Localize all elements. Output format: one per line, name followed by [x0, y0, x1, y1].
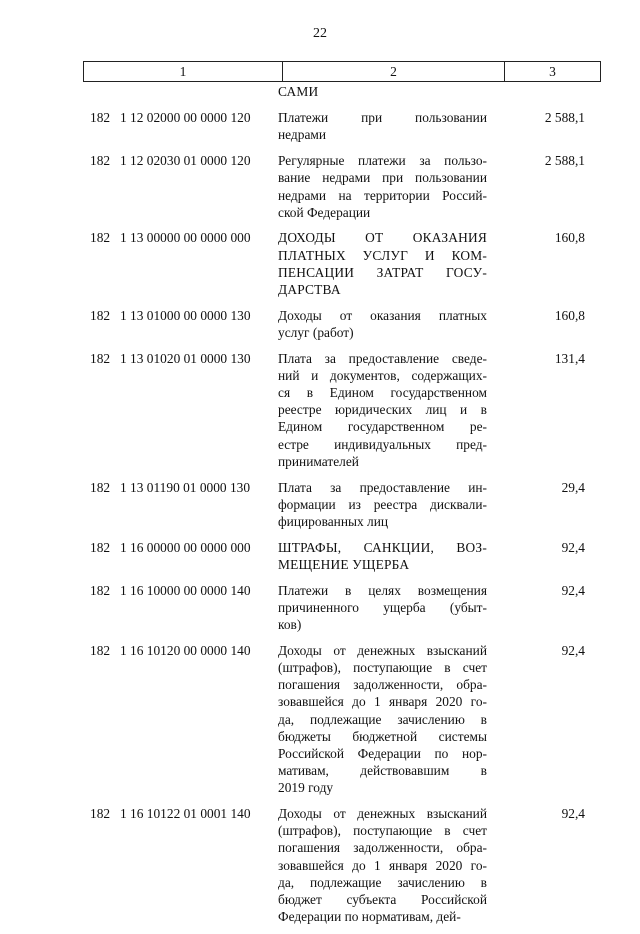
revenue-name-line: формации из реестра дисквали- [278, 496, 487, 512]
revenue-name-line: принимателей [278, 453, 359, 469]
table-row [0, 229, 640, 298]
amount-value: 2 588,1 [544, 153, 585, 169]
revenue-name [278, 539, 487, 573]
table-row [0, 307, 640, 341]
table-row [0, 805, 640, 925]
admin-code: 182 [90, 806, 111, 822]
table-row [0, 109, 640, 143]
revenue-name-line: МЕЩЕНИЕ УЩЕРБА [278, 556, 410, 572]
revenue-name-line: ШТРАФЫ, САНКЦИИ, ВОЗ- [278, 539, 487, 555]
amount-value: 92,4 [561, 806, 585, 822]
revenue-name [278, 350, 487, 470]
budget-classification-code: 1 13 01190 01 0000 130 [120, 479, 251, 495]
admin-code: 182 [90, 479, 111, 495]
admin-code: 182 [90, 307, 111, 323]
revenue-name-line: недрами на территории Россий- [278, 187, 487, 203]
revenue-name-line: да, подлежащие зачислению в [278, 711, 487, 727]
budget-classification-code: 1 16 10122 01 0001 140 [120, 806, 251, 822]
revenue-name-line: фицированных лиц [278, 513, 389, 529]
revenue-name-line: реестре юридических лиц и в [278, 402, 487, 418]
budget-classification-code: 1 13 01020 01 0000 130 [120, 350, 251, 366]
admin-code: 182 [90, 642, 111, 658]
amount-value: 2 588,1 [544, 110, 585, 126]
amount-value: 131,4 [554, 350, 585, 366]
revenue-name-line: ДАРСТВА [278, 282, 341, 298]
amount-value: 92,4 [561, 582, 585, 598]
revenue-name-line: Плата за предоставление ин- [278, 479, 487, 495]
budget-classification-code: 1 16 10120 00 0000 140 [120, 642, 251, 658]
table-row [0, 152, 640, 221]
revenue-name-line: (штрафов), поступающие в счет [278, 659, 487, 675]
header-col-1: 1 [84, 62, 283, 81]
table-body [0, 83, 640, 934]
amount-value: 29,4 [561, 479, 585, 495]
revenue-name [278, 642, 487, 797]
revenue-name-line: естре индивидуальных пред- [278, 436, 487, 452]
revenue-name-line: причиненного ущерба (убыт- [278, 599, 487, 615]
revenue-name-line: 2019 году [278, 780, 334, 796]
revenue-name-line: ков) [278, 616, 302, 632]
revenue-name-line: ПЕНСАЦИИ ЗАТРАТ ГОСУ- [278, 264, 487, 280]
budget-classification-code: 1 13 01000 00 0000 130 [120, 307, 251, 323]
table-row [0, 642, 640, 797]
budget-classification-code: 1 16 10000 00 0000 140 [120, 582, 251, 598]
revenue-name-line: да, подлежащие зачислению в [278, 874, 487, 890]
amount-value: 160,8 [554, 307, 585, 323]
revenue-name-line: недрами [278, 127, 327, 143]
amount-value: 92,4 [561, 642, 585, 658]
revenue-name [278, 229, 487, 298]
amount-value: 160,8 [554, 230, 585, 246]
revenue-name [278, 479, 487, 531]
revenue-name [278, 805, 487, 925]
revenue-name-line: мативам, действовавшим в [278, 763, 487, 779]
continuation-text: САМИ [278, 84, 319, 99]
revenue-name [278, 582, 487, 634]
revenue-name-line: услуг (работ) [278, 324, 354, 340]
revenue-name-line: Плата за предоставление сведе- [278, 350, 487, 366]
revenue-name-line: Доходы от оказания платных [278, 307, 487, 323]
revenue-name-line: погашения задолженности, обра- [278, 840, 487, 856]
admin-code: 182 [90, 350, 111, 366]
revenue-name-line: ДОХОДЫ ОТ ОКАЗАНИЯ [278, 230, 487, 246]
revenue-name-line: ся в Едином государственном [278, 385, 487, 401]
revenue-name-line: Доходы от денежных взысканий [278, 642, 487, 658]
budget-classification-code: 1 16 00000 00 0000 000 [120, 539, 251, 555]
revenue-name-line: ний и документов, содержащих- [278, 367, 487, 383]
revenue-name-line: Федерации по нормативам, дей- [278, 909, 461, 925]
admin-code: 182 [90, 153, 111, 169]
table-header [83, 61, 601, 82]
table-row [0, 582, 640, 634]
budget-classification-code: 1 12 02030 01 0000 120 [120, 153, 251, 169]
revenue-name-line: Регулярные платежи за пользо- [278, 153, 487, 169]
revenue-name-line: вание недрами при пользовании [278, 170, 487, 186]
budget-classification-code: 1 12 02000 00 0000 120 [120, 110, 251, 126]
revenue-name-line: Платежи при пользовании [278, 110, 487, 126]
revenue-name [278, 307, 487, 341]
page-number: 22 [313, 26, 327, 41]
revenue-name-line: бюджеты бюджетной системы [278, 728, 487, 744]
continuation-row [0, 83, 640, 100]
revenue-name-line: ской Федерации [278, 204, 371, 220]
admin-code: 182 [90, 582, 111, 598]
revenue-name-line: зовавшейся до 1 января 2020 го- [278, 857, 487, 873]
admin-code: 182 [90, 230, 111, 246]
revenue-name [278, 152, 487, 221]
table-row [0, 350, 640, 470]
revenue-name-line: Платежи в целях возмещения [278, 582, 487, 598]
revenue-name-line: Едином государственном ре- [278, 419, 487, 435]
admin-code: 182 [90, 110, 111, 126]
revenue-name-line: погашения задолженности, обра- [278, 677, 487, 693]
header-col-3: 3 [549, 63, 556, 79]
revenue-name-line: бюджет субъекта Российской [278, 892, 487, 908]
revenue-name-line: (штрафов), поступающие в счет [278, 823, 487, 839]
revenue-name [278, 109, 487, 143]
budget-classification-code: 1 13 00000 00 0000 000 [120, 230, 251, 246]
admin-code: 182 [90, 539, 111, 555]
revenue-name-line: Доходы от денежных взысканий [278, 806, 487, 822]
revenue-name-line: зовавшейся до 1 января 2020 го- [278, 694, 487, 710]
revenue-name-line: ПЛАТНЫХ УСЛУГ И КОМ- [278, 247, 487, 263]
table-row [0, 539, 640, 573]
revenue-name-line: Российской Федерации по нор- [278, 745, 487, 761]
amount-value: 92,4 [561, 539, 585, 555]
header-col-2: 2 [283, 62, 505, 81]
table-row [0, 479, 640, 531]
